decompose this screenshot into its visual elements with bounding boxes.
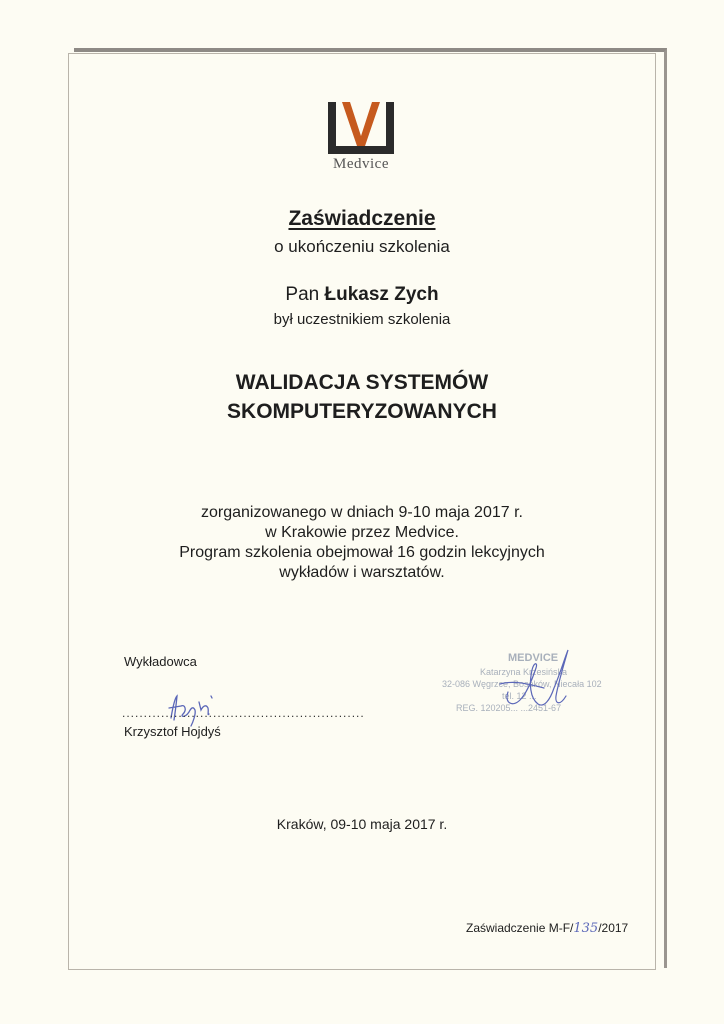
recipient-prefix: Pan bbox=[285, 284, 320, 305]
details-line-4: wykładów i warsztatów. bbox=[279, 564, 445, 581]
stamp-line-2: Katarzyna Krzesińska bbox=[480, 667, 568, 677]
course-title-line-2: SKOMPUTERYZOWANYCH bbox=[227, 400, 497, 423]
stamp-line-3: 32-086 Węgrzce, Bosaków, Niecała 102 bbox=[442, 679, 602, 689]
certificate-number bbox=[466, 921, 628, 936]
details-line-3: Program szkolenia obejmował 16 godzin lekcyjnych bbox=[179, 544, 545, 561]
participant-text: był uczestnikiem szkolenia bbox=[273, 311, 451, 328]
certificate-subtitle: o ukończeniu szkolenia bbox=[274, 237, 450, 256]
course-title bbox=[68, 368, 656, 426]
place-and-date: Kraków, 09-10 maja 2017 r. bbox=[276, 816, 448, 832]
stamp-line-5: REG. 120205... ...2451-67 bbox=[456, 703, 562, 713]
details-line-2: w Krakowie przez Medvice. bbox=[265, 524, 459, 541]
certificate-title: Zaświadczenie bbox=[288, 207, 436, 230]
course-title-line-1: WALIDACJA SYSTEMÓW bbox=[235, 371, 489, 394]
logo-company-name: Medvice bbox=[333, 156, 389, 172]
stamp-line-1: MEDVICE bbox=[508, 652, 559, 664]
recipient-line bbox=[68, 284, 656, 306]
medvice-logo bbox=[316, 98, 406, 178]
lecturer-label: Wykładowca bbox=[124, 654, 197, 669]
cert-number-handwritten: 135 bbox=[573, 921, 599, 936]
recipient-name: Łukasz Zych bbox=[324, 284, 439, 305]
logo-mark-icon bbox=[316, 98, 406, 156]
course-details bbox=[68, 503, 656, 583]
lecturer-name: Krzysztof Hojdyś bbox=[124, 724, 221, 739]
cert-number-suffix: /2017 bbox=[598, 921, 629, 935]
cert-number-prefix: Zaświadczenie M-F/ bbox=[466, 921, 574, 935]
stamp-signature-icon bbox=[498, 644, 578, 714]
details-line-1: zorganizowanego w dniach 9-10 maja 2017 r. bbox=[201, 504, 523, 521]
stamp-line-4: tel. 12 ... bbox=[502, 691, 537, 701]
signature-line: ........................................................ bbox=[122, 706, 365, 720]
